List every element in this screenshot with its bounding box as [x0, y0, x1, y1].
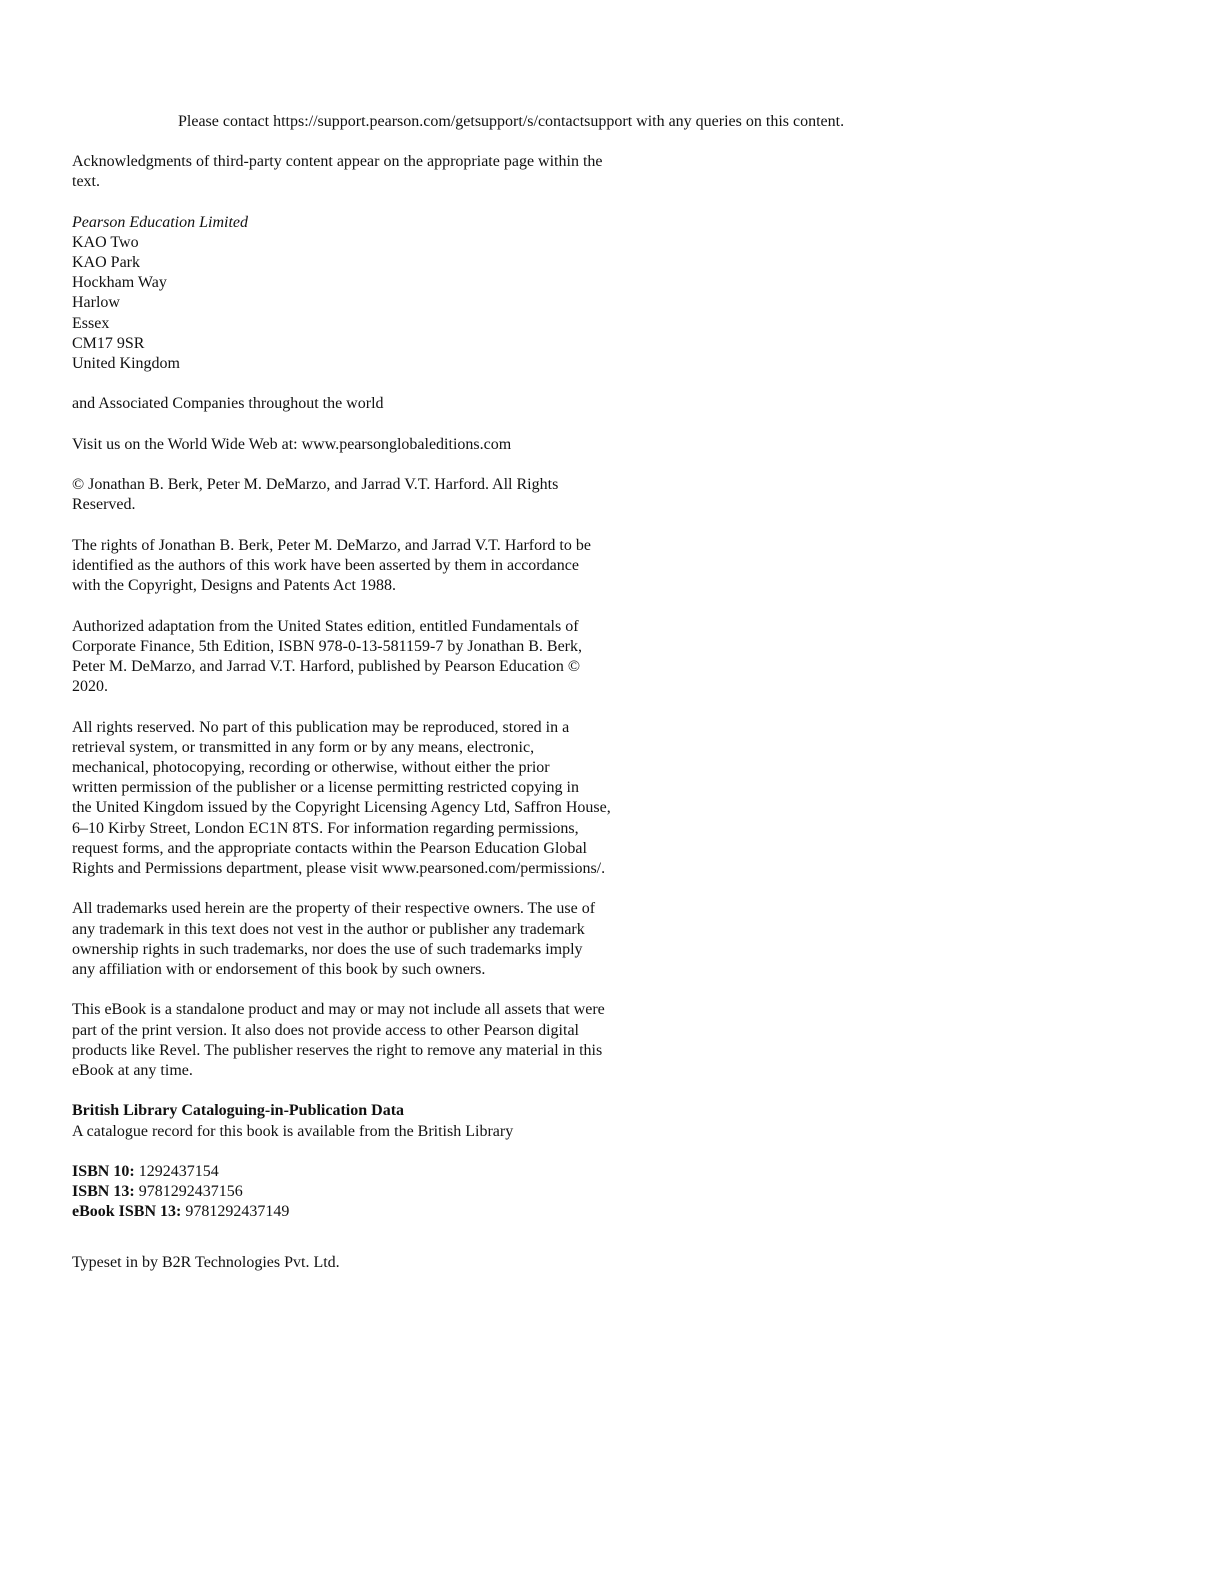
- address-line: Essex: [72, 314, 110, 332]
- isbn-label: ISBN 13:: [72, 1183, 135, 1201]
- all-rights-line: 6–10 Kirby Street, London EC1N 8TS. For information regarding permissions,: [72, 819, 579, 837]
- all-rights-paragraph: [72, 718, 662, 880]
- all-rights-line: request forms, and the appropriate contacts within the Pearson Education Global: [72, 839, 587, 857]
- trademarks-line: ownership rights in such trademarks, nor does the use of such trademarks imply: [72, 940, 583, 958]
- isbn-value: 9781292437149: [185, 1203, 290, 1221]
- publisher-address: [72, 213, 662, 375]
- isbn-value: 9781292437156: [138, 1183, 243, 1201]
- all-rights-line: mechanical, photocopying, recording or otherwise, without either the prior: [72, 758, 550, 776]
- address-line: KAO Two: [72, 233, 139, 251]
- acknowledgments-line: text.: [72, 173, 100, 191]
- website-line: Visit us on the World Wide Web at: www.pearsonglobaleditions.com: [72, 435, 512, 453]
- typeset-paragraph: [72, 1253, 662, 1273]
- address-line: United Kingdom: [72, 355, 180, 373]
- address-line: Hockham Way: [72, 274, 167, 292]
- cip-heading: British Library Cataloguing-in-Publication Data: [72, 1102, 405, 1120]
- rights-paragraph: [72, 536, 662, 597]
- adaptation-line: Authorized adaptation from the United States edition, entitled Fundamentals of: [72, 617, 579, 635]
- all-rights-line: written permission of the publisher or a license permitting restricted copying in: [72, 779, 579, 797]
- trademarks-paragraph: [72, 899, 662, 980]
- isbn-value: 1292437154: [138, 1162, 219, 1180]
- acknowledgments-line: Acknowledgments of third-party content appear on the appropriate page within the: [72, 153, 603, 170]
- website-paragraph: [72, 435, 662, 455]
- ebook-line: This eBook is a standalone product and may or may not include all assets that were: [72, 1001, 605, 1019]
- ebook-line: products like Revel. The publisher reserves the right to remove any material in this: [72, 1041, 603, 1059]
- isbn-label: ISBN 10:: [72, 1162, 135, 1180]
- all-rights-line: retrieval system, or transmitted in any form or by any means, electronic,: [72, 738, 535, 756]
- cip-text: A catalogue record for this book is available from the British Library: [72, 1122, 514, 1140]
- rights-line: The rights of Jonathan B. Berk, Peter M. DeMarzo, and Jarrad V.T. Harford to be: [72, 536, 591, 554]
- ebook-paragraph: [72, 1000, 662, 1081]
- all-rights-line: Rights and Permissions department, please visit www.pearsoned.com/permissions/.: [72, 860, 606, 877]
- address-line: CM17 9SR: [72, 334, 145, 352]
- adaptation-line: Corporate Finance, 5th Edition, ISBN 978-0-13-581159-7 by Jonathan B. Berk,: [72, 637, 582, 655]
- trademarks-line: any trademark in this text does not vest in the author or publisher any trademark: [72, 920, 585, 938]
- associated-line: and Associated Companies throughout the world: [72, 395, 384, 413]
- address-line: KAO Park: [72, 254, 140, 271]
- isbn-label: eBook ISBN 13:: [72, 1203, 182, 1221]
- rights-line: identified as the authors of this work have been asserted by them in accordance: [72, 556, 579, 574]
- contact-line: Please contact https://support.pearson.com/getsupport/s/contactsupport with any queries on this content.: [178, 113, 845, 130]
- rights-line: with the Copyright, Designs and Patents Act 1988.: [72, 577, 396, 595]
- trademarks-line: All trademarks used herein are the property of their respective owners. The use of: [72, 900, 596, 918]
- cip-paragraph: [72, 1101, 662, 1141]
- copyright-line: © Jonathan B. Berk, Peter M. DeMarzo, and Jarrad V.T. Harford. All Rights: [72, 476, 559, 494]
- acknowledgments-paragraph: [72, 152, 662, 192]
- ebook-isbn-13-row: [72, 1202, 662, 1222]
- all-rights-line: All rights reserved. No part of this publication may be reproduced, stored in a: [72, 718, 570, 736]
- copyright-line: Reserved.: [72, 496, 136, 514]
- address-line: Harlow: [72, 294, 120, 312]
- isbn-block: [72, 1162, 662, 1223]
- copyright-paragraph: [72, 475, 662, 515]
- trademarks-line: any affiliation with or endorsement of this book by such owners.: [72, 961, 486, 978]
- all-rights-line: the United Kingdom issued by the Copyright Licensing Agency Ltd, Saffron House,: [72, 799, 611, 817]
- isbn-10-row: [72, 1162, 662, 1182]
- adaptation-line: Peter M. DeMarzo, and Jarrad V.T. Harford, published by Pearson Education ©: [72, 657, 581, 675]
- isbn-13-row: [72, 1182, 662, 1202]
- adaptation-paragraph: [72, 617, 662, 698]
- typeset-line: Typeset in by B2R Technologies Pvt. Ltd.: [72, 1253, 340, 1271]
- adaptation-line: 2020.: [72, 678, 108, 696]
- publisher-name: Pearson Education Limited: [72, 213, 248, 231]
- ebook-line: eBook at any time.: [72, 1062, 193, 1079]
- copyright-page-body: [72, 152, 662, 1293]
- ebook-line: part of the print version. It also does not provide access to other Pearson digital: [72, 1021, 579, 1039]
- associated-companies: [72, 394, 662, 414]
